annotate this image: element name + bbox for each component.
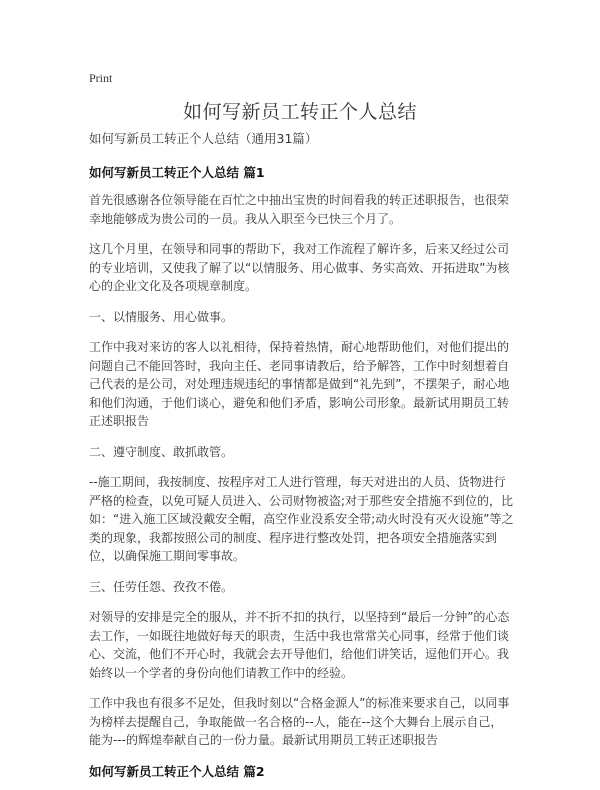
paragraph: 一、以情服务、用心做事。 xyxy=(89,309,234,324)
section-heading: 如何写新员工转正个人总结 篇1 xyxy=(89,165,265,180)
print-link[interactable]: Print xyxy=(89,71,113,85)
paragraph: 工作中我也有很多不足处，但我时刻以“合格金源人”的标准来要求自己，以同事为榜样去提醒自己，争取能做一名合格的--人，能在--这个大舞台上展示自己，能为---的辉煌奉献自己的一份力量。最新试用期员工转正述职报告 xyxy=(89,696,510,747)
document-body xyxy=(89,129,514,790)
paragraph: --施工期间，我按制度、按程序对工人进行管理，每天对进出的人员、货物进行严格的检查，以免可疑人员进入、公司财物被盗;对于那些安全措施不到位的，比如：“进入施工区域没戴安全帽，高空作业没系安全带;动火时没有灭火设施”等之类的现象，我都按照公司的制度、程序进行整改处罚，把各项安全措施落实到位，以确保施工期间零事故。 xyxy=(89,475,514,563)
paragraph: 对领导的安排是完全的服从，并不折不扣的执行，以坚持到“最后一分钟”的心态去工作，一如既往地做好每天的职责，生活中我也常常关心同事，经常于他们谈心、交流，他们不开心时，我就会去开导他们，给他们讲笑话，逗他们开心。我始终以一个学者的身份向他们请教工作中的经验。 xyxy=(89,610,510,680)
section-heading: 如何写新员工转正个人总结 篇2 xyxy=(89,763,265,779)
document-subtitle: 如何写新员工转正个人总结（通用31篇） xyxy=(89,131,318,146)
page-title: 如何写新员工转正个人总结 xyxy=(182,101,417,123)
paragraph: 首先很感谢各位领导能在百忙之中抽出宝贵的时间看我的转正述职报告，也很荣幸地能够成为贵公司的一员。我从入职至今已快三个月了。 xyxy=(89,193,510,226)
paragraph: 三、任劳任怨、孜孜不倦。 xyxy=(89,579,234,594)
paragraph: 二、遵守制度、敢抓敢管。 xyxy=(89,444,234,459)
paragraph: 工作中我对来访的客人以礼相待，保持着热情，耐心地帮助他们，对他们提出的问题自己不能回答时，我向主任、老同事请教后，给予解答，工作中时刻想着自己代表的是公司，对处理违规违纪的事情都是做到“礼先到”，不摆架子，耐心地和他们沟通，于他们谈心，避免和他们矛盾，影响公司形象。最新试用期员工转正述职报告 xyxy=(89,340,510,428)
paragraph: 这几个月里，在领导和同事的帮助下，我对工作流程了解许多，后来又经过公司的专业培训，又使我了解了以“以情服务、用心做事、务实高效、开拓进取”为核心的企业文化及各项规章制度。 xyxy=(89,242,510,293)
